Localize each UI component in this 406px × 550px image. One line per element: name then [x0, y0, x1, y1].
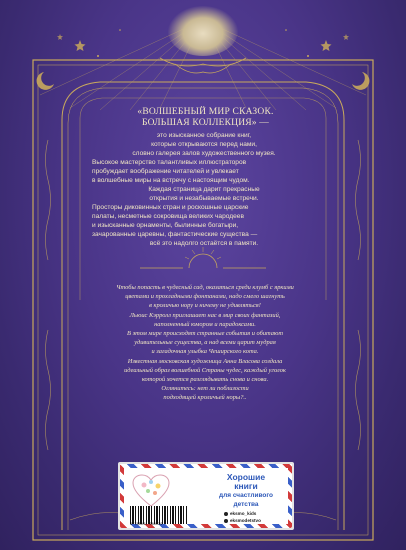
moon-right-icon — [352, 72, 369, 90]
intro-line: и изысканные орнаменты, былинные богатыри, — [92, 222, 239, 229]
logo-line: Хорошие — [226, 472, 266, 482]
moon-left-icon — [37, 72, 54, 90]
story-line: подходящей кроличьей норы?.. — [163, 394, 247, 402]
sun-divider — [140, 247, 266, 268]
story-line: которой хочется разглядывать снова и снова. — [141, 376, 269, 384]
story-line: цветами и прохладными фонтанами, надо смело шагнуть — [125, 293, 285, 301]
story-line: Льюис Кэрролл приглашает нас в мир своих фантазий, — [129, 311, 281, 319]
barcode — [130, 506, 188, 524]
story-line: Оглянитесь: нет ли поблизости — [161, 385, 249, 393]
story-line: и загадочная улыбка Чеширского кота. — [151, 348, 259, 356]
intro-line: палаты, несметные сокровища великих чародеев — [92, 213, 244, 220]
social-icon — [224, 512, 228, 516]
intro-line: которые открываются перед нами, — [151, 141, 257, 148]
intro-line: словно галерея залов художественного музея. — [132, 150, 276, 157]
intro-line: в волшебные миры на встречу с настоящим чудом. — [92, 177, 250, 184]
intro-line: пробуждает воображение читателей и увлекает — [92, 168, 239, 175]
isbn-number: 9 785041 680039 — [130, 523, 163, 527]
cheshire-cat-illustration — [168, 6, 238, 56]
intro-line: Просторы диковинных стран и роскошные царские — [92, 204, 249, 211]
logo-line: для счастливого — [219, 492, 273, 499]
intro-line: всё это надолго остаётся в памяти. — [149, 240, 259, 247]
intro-line: Каждая страница дарит прекрасные — [148, 186, 260, 193]
intro-text — [92, 131, 316, 248]
good-books-logo — [210, 473, 282, 509]
story-line: в кроличью нору и ничему не удивляться! — [149, 302, 261, 310]
heart-icon — [132, 474, 170, 508]
story-line: Известная московская художница Анна Власова создала — [127, 357, 283, 365]
social-links — [224, 510, 261, 524]
social-item — [224, 517, 261, 524]
story-line: Чтобы попасть в чудесный сад, оказаться среди клумб с яркими — [116, 284, 294, 291]
logo-line: книги — [234, 481, 258, 491]
intro-line: Высокое мастерство талантливых иллюстраторов — [92, 159, 247, 166]
publisher-sticker — [118, 462, 294, 530]
series-title: «ВОЛШЕБНЫЙ МИР СКАЗОК. БОЛЬШАЯ КОЛЛЕКЦИЯ» — — [137, 107, 274, 128]
logo-line: детства — [233, 501, 259, 508]
social-icon — [224, 519, 228, 523]
story-line: идеальный образ волшебной Страны чудес, каждый уголок — [124, 366, 286, 374]
social-item — [224, 510, 261, 517]
intro-line: это изысканное собрание книг, — [156, 132, 252, 139]
story-line: наполненный юмором и парадоксами. — [154, 320, 256, 328]
story-line: В этом мире происходят странные события и обитают — [126, 330, 284, 338]
sticker-body — [124, 468, 288, 527]
intro-line: зачарованные царевны, фантастические существа — — [92, 231, 258, 238]
intro-line: открытия и незабываемые встречи. — [149, 195, 259, 202]
social-handle: eksmo_kids — [230, 511, 257, 516]
story-line: удивительные существа, а над всеми царит мудрая — [134, 339, 276, 347]
story-text — [90, 283, 320, 403]
social-handle: eksmodetstvo — [230, 518, 261, 523]
